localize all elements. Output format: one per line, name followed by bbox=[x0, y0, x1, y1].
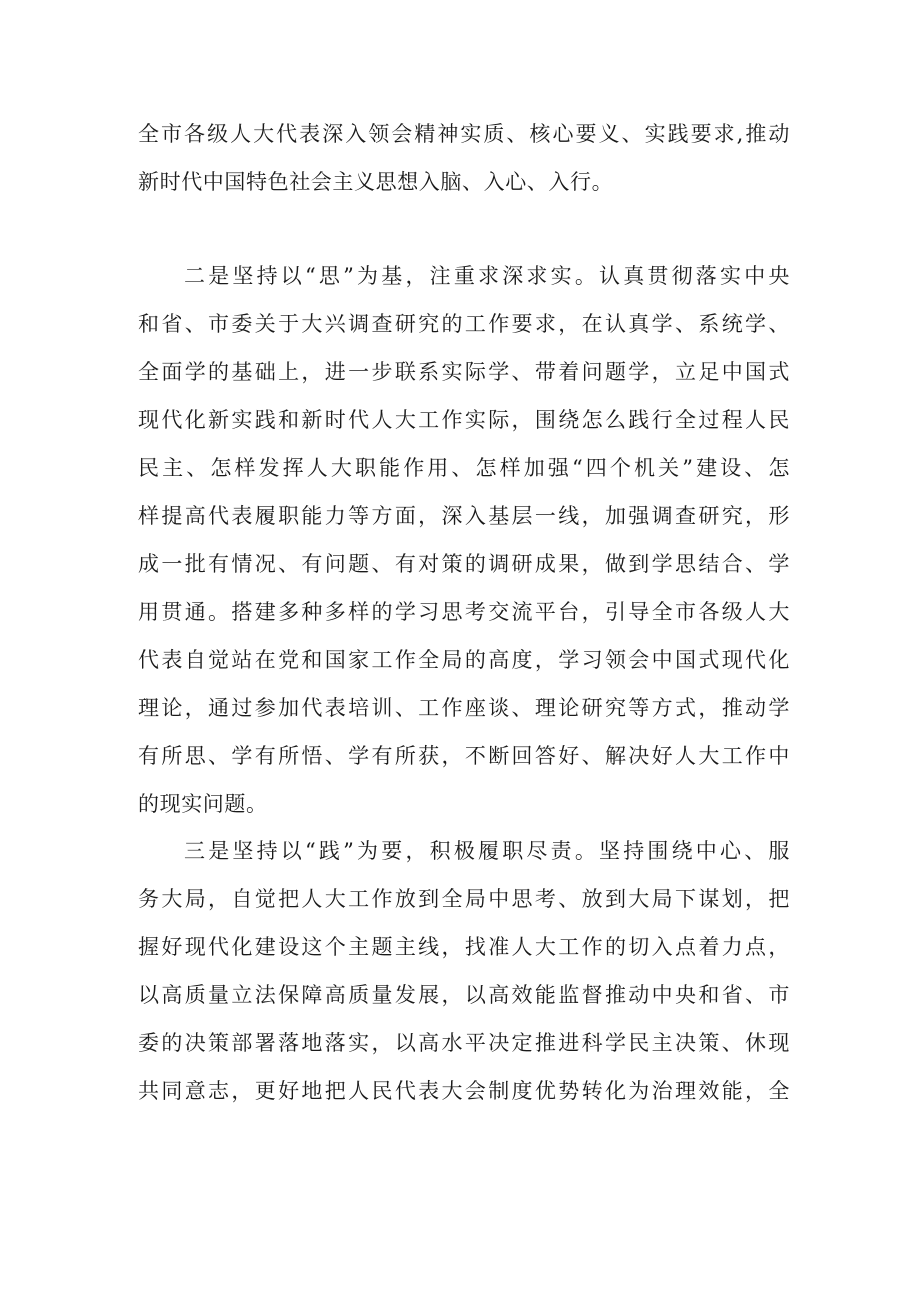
text-line: 握好现代化建设这个主题主线，找准人大工作的切入点着力点， bbox=[138, 935, 790, 959]
paragraph-1 bbox=[138, 110, 790, 206]
text-line: 成一批有情况、有问题、有对策的调研成果，做到学思结合、学 bbox=[138, 552, 790, 576]
text-line: 委的决策部署落地落实，以高水平决定推进科学民主决策、休现 bbox=[138, 1031, 790, 1055]
text-line: 和省、市委关于大兴调查研究的工作要求，在认真学、系统学、 bbox=[138, 312, 790, 336]
text-line: 民主、怎样发挥人大职能作用、怎样加强“四个机关”建设、怎 bbox=[138, 456, 790, 480]
text-line: 新时代中国特色社会主义思想入脑、入心、入行。 bbox=[138, 170, 614, 194]
text-line: 用贯通。搭建多种多样的学习思考交流平台，引导全市各级人大 bbox=[138, 600, 790, 624]
text-line: 样提高代表履职能力等方面，深入基层一线，加强调查研究，形 bbox=[138, 504, 790, 528]
text-line: 三是坚持以“践”为要，积极履职尽责。坚持围绕中心、服 bbox=[184, 839, 790, 863]
paragraph-2 bbox=[138, 252, 790, 828]
text-line: 务大局，自觉把人大工作放到全局中思考、放到大局下谋划，把 bbox=[138, 887, 790, 911]
paragraph-3 bbox=[138, 827, 790, 1115]
text-line: 全市各级人大代表深入领会精神实质、核心要义、实践要求,推动 bbox=[138, 122, 790, 146]
text-line: 现代化新实践和新时代人大工作实际，围绕怎么践行全过程人民 bbox=[138, 408, 790, 432]
text-line: 的现实问题。 bbox=[138, 792, 268, 816]
text-line: 以高质量立法保障高质量发展，以高效能监督推动中央和省、市 bbox=[138, 983, 790, 1007]
text-line: 共同意志，更好地把人民代表大会制度优势转化为治理效能，全 bbox=[138, 1079, 790, 1103]
text-line: 有所思、学有所悟、学有所获，不断回答好、解决好人大工作中 bbox=[138, 744, 790, 768]
text-line: 全面学的基础上，进一步联系实际学、带着问题学，立足中国式 bbox=[138, 360, 790, 384]
text-line: 二是坚持以“思”为基，注重求深求实。认真贯彻落实中央 bbox=[184, 264, 790, 288]
text-line: 理论，通过参加代表培训、工作座谈、理论研究等方式，推动学 bbox=[138, 696, 790, 720]
text-line: 代表自觉站在党和国家工作全局的高度，学习领会中国式现代化 bbox=[138, 648, 790, 672]
